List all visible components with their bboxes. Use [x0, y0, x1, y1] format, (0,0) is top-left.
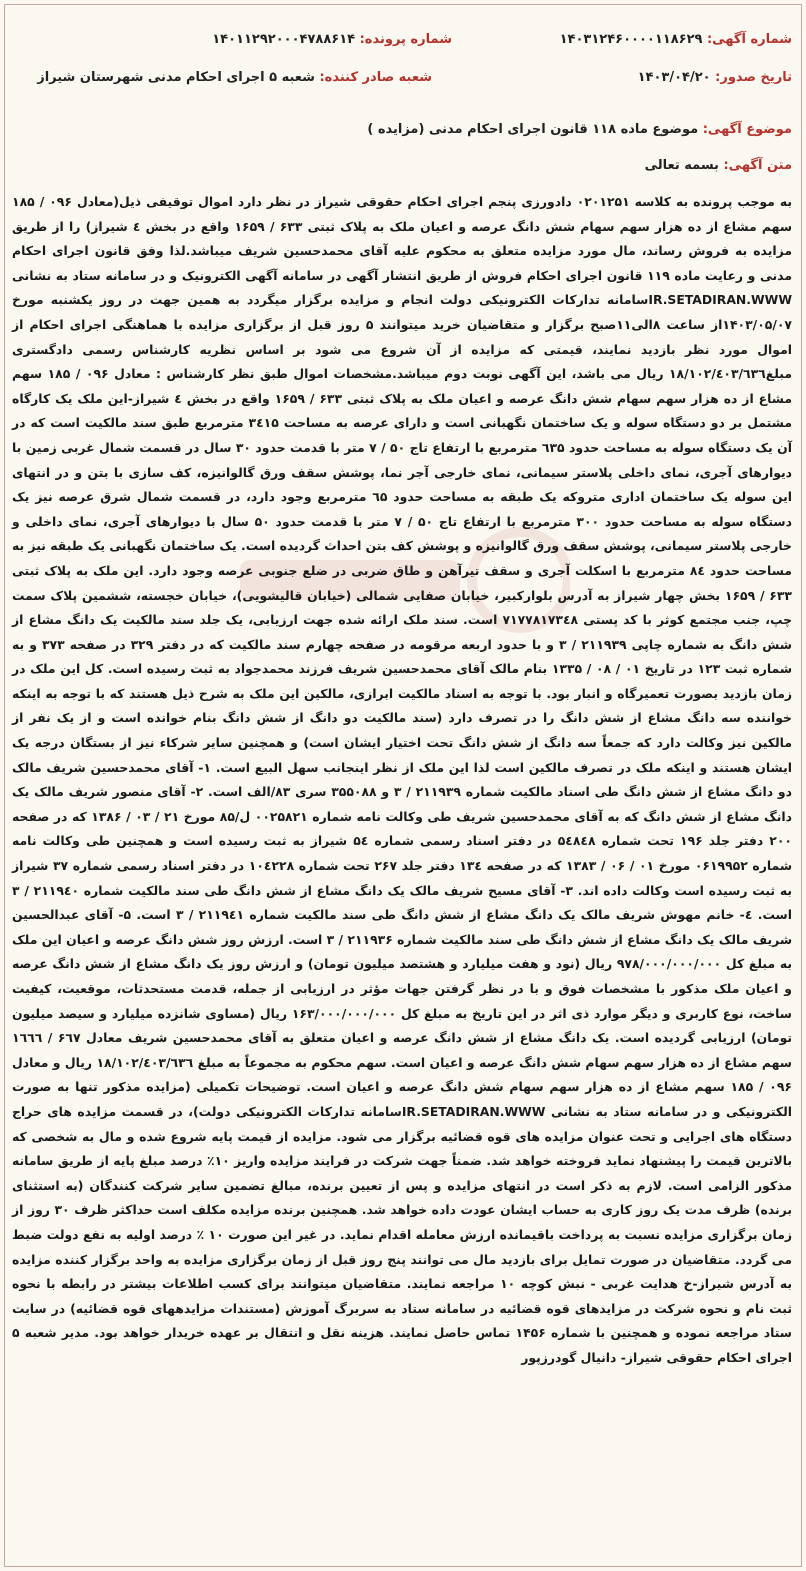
ad-number-value: ۱۴۰۳۱۲۴۶۰۰۰۰۱۱۸۶۲۹ — [559, 32, 703, 47]
header-row-1 — [14, 32, 792, 52]
issue-date-label: تاریخ صدور: — [715, 70, 792, 85]
subject-label: موضوع آگهی: — [702, 122, 792, 137]
text-intro-line — [645, 158, 792, 173]
text-intro-value: بسمه تعالی — [644, 158, 719, 173]
subject-line — [367, 122, 792, 137]
issue-date — [638, 70, 792, 85]
ad-number-label: شماره آگهی: — [706, 32, 792, 47]
case-number-label: شماره پرونده: — [359, 32, 452, 47]
issuing-branch-value: شعبه ۵ اجرای احکام مدنی شهرستان شیراز — [37, 70, 315, 85]
issue-date-value: ۱۴۰۳/۰۴/۲۰ — [637, 70, 711, 85]
ad-number — [560, 32, 792, 47]
notice-body: به موجب پرونده به کلاسه ۰۲۰۱۲۵۱ دادورزی پنجم اجرای احکام حقوقی شیراز در نظر دارد اموال توقیفی ذیل(معادل ۰۹۶ / ۱۸۵ سهم مشاع از ده هزار سهم سهام شش دانگ عرصه و اعیان ملک به پلاک ثبتی ۶۳۳ / ۱۶۵۹ واقع در بخش ٤ شیراز) را از طریق مزایده به فروش رساند، مال مورد مزایده متعلق به محکوم علیه آقای محمدحسین شریف میباشد.لذا وفق قانون اجرای احکام مدنی و رعایت ماده ۱۱۹ قانون اجرای احکام فروش از طریق انتشار آگهی در سامانه آگهی الکترونیک و در سامانه ستاد به نشانی IR.SETADIRAN.WWWسامانه تدارکات الکترونیکی دولت انجام و مزایده برگزار میگردد به همین جهت در روز یکشنبه مورخ ۱۴۰۳/۰۵/۰۷از ساعت ۸الی۱۱صبح برگزار و متقاضیان خرید میتوانند ۵ روز قبل از برگزاری مزایده با هماهنگی اجرای احکام از اموال مورد نظر بازدید نمایند، قیمتی که مزایده از آن شروع می شود بر اساس نظریه کارشناس رسمی دادگستری مبلغ۱۸/۱۰۲/٤۰۳/٦۳٦ ریال می باشد، این آگهی نوبت دوم میباشد.مشخصات اموال طبق نظر کارشناس : معادل ۰۹۶ / ۱۸۵ سهم مشاع از ده هزار سهم سهام شش دانگ عرصه و اعیان ملک به پلاک ثبتی ۶۳۳ / ۱۶۵۹ واقع در بخش ٤ شیراز-این ملک یک کارگاه مشتمل بر دو دستگاه سوله و یک ساختمان نگهبانی است و دارای عرصه به مساحت ۳٤۱۵ مترمربع طبق سند مالکیت است که در آن یک دستگاه سوله به مساحت حدود ٦۳۵ مترمربع با ارتفاع تاج ۵۰ / ۷ متر با قدمت حدود ۳۰ سال در قسمت شمال غربی زمین با دیوارهای آجری، نمای داخلی پلاستر سیمانی، نمای خارجی آجر نما، پوشش سقف ورق گالوانیزه، کف سازی با بتن و در انتهای این سوله یک ساختمان اداری متروکه یک طبقه به مساحت حدود ٦۵ مترمربع وجود دارد، در قسمت شمال شرق عرصه نیز یک دستگاه سوله به مساحت حدود ۳۰۰ مترمربع با ارتفاع تاج ۵۰ / ۷ متر با قدمت حدود ۵۰ سال با دیوارهای آجری، نمای داخلی و خارجی پلاستر سیمانی، پوشش سقف ورق گالوانیزه و پوشش کف بتن احداث گردیده است. یک ساختمان نگهبانی یک طبقه نیز به مساحت حدود ۸٤ مترمربع با اسکلت آجری و سقف تیرآهن و طاق ضربی در ضلع جنوبی عرصه وجود دارد. این ملک به پلاک ثبتی ۶۳۳ / ۱۶۵۹ بخش چهار شیراز به آدرس بلوارکبیر، خیابان صفایی شمالی (خیابان قالیشویی)، خیابان خجسته، ششمین پلاک سمت چپ، جنب مجتمع کوثر با کد پستی ۷۱۷۷۸۱۷۳٤۸ است. سند ملک ارائه شده جهت ارزیابی، یک جلد سند مالکیت یک دانگ مشاع از شش دانگ به شماره چاپی ۲۱۱۹۳۹ / ۳ و با حدود اربعه مرقومه در صفحه چهارم سند مالکیت که در دفتر ۳۲۹ در صفحه ۳۷۳ و به شماره ثبت ۱۲۳ در تاریخ ۰۱ / ۰۸ / ۱۳۳۵ بنام مالک آقای محمدحسین شریف فرزند محمدجواد به ثبت رسیده است. کل این ملک در زمان بازدید بصورت تعمیرگاه و انبار بود. با توجه به اسناد مالکیت ابرازی، مالکین این ملک به شرح ذیل هستند که با توجه به اینکه خواننده سه دانگ مشاع از شش دانگ را در تصرف دارد (سند مالکیت دو دانگ از شش دانگ بنام خوانده است و از یک نفر از مالکین نیز وکالت دارد که جمعاً سه دانگ از شش دانگ تحت اختیار ایشان است) و همچنین سایر شرکاء نیز از بستگان درجه یک ایشان هستند و اینکه ملک در تصرف مالکین است لذا این ملک از نظر اینجانب سهل البیع است. ۱- آقای محمدحسین شریف مالک دو دانگ مشاع از شش دانگ طی اسناد مالکیت شماره ۲۱۱۹۳۹ / ۳ و ۳۵۵۰۸۸ سری ۸۳/الف است. ۲- آقای منصور شریف مالک یک دانگ مشاع از شش دانگ که به آقای محمدحسین شریف طی وکالت نامه شماره ۰۰۲۵۸۲۱ ل/۸۵ مورخ ۲۱ / ۰۳ / ۱۳۸۶ که در صفحه ۲۰۰ دفتر جلد ۱۹۶ تحت شماره ۵٤۸٤۸ در دفتر اسناد رسمی شماره ۵٤ شیراز به ثبت رسیده است و همچنین طی وکالت نامه شماره ۰۶۱۹۹۵۲ مورخ ۰۱ / ۰۶ / ۱۳۸۳ که در صفحه ۱۳٤ دفتر جلد ۲۶۷ تحت شماره ۱۰٤۲۲۸ در دفتر اسناد رسمی شماره ۳۷ شیراز به ثبت رسیده است وکالت داده اند. ۳- آقای مسیح شریف مالک یک دانگ مشاع از شش دانگ طی سند مالکیت شماره ۲۱۱۹٤۰ / ۳ است. ٤- خانم مهوش شریف مالک یک دانگ مشاع از شش دانگ طی سند مالکیت شماره ۲۱۱۹٤۱ / ۳ است. ۵- آقای عبدالحسین شریف مالک یک دانگ مشاع از شش دانگ طی سند مالکیت شماره ۲۱۱۹۳۶ / ۳ است. ارزش روز شش دانگ عرصه و اعیان این ملک به مبلغ کل ۹۷۸/۰۰۰/۰۰۰/۰۰۰ ریال (نود و هفت میلیارد و هشتصد میلیون تومان) و ارزش روز یک دانگ مشاع از شش دانگ عرصه و اعیان ملک مذکور با مشخصات فوق و با در نظر گرفتن جهات مؤثر در ارزیابی از جمله، قدمت مستحدثات، موقعیت، کیفیت ساخت، نوع کاربری و دیگر موارد ذی اثر در این تاریخ به مبلغ کل ۱۶۳/۰۰۰/۰۰۰/۰۰۰ ریال (مساوی شانزده میلیارد و سیصد میلیون تومان) ارزیابی گردیده است. یک دانگ مشاع از شش دانگ عرصه و اعیان متعلق به آقای محمدحسین شریف معادل ۶٦۷ / ۱٦٦٦ سهم مشاع از ده هزار سهم سهام شش دانگ عرصه و اعیان است. سهم محکوم به مجموعاً به مبلغ ۱۸/۱۰۲/٤۰۳/٦۳٦ ریال و معادل ۰۹۶ / ۱۸۵ سهم مشاع از ده هزار سهم سهام شش دانگ عرصه و اعیان است. توضیحات تکمیلی (مزایده مذکور تنها به صورت الکترونیکی و در سامانه ستاد به نشانی IR.SETADIRAN.WWWسامانه تدارکات الکترونیکی دولت)، در قسمت مزایده های حراج دستگاه های اجرایی و تحت عنوان مزایده های قوه قضائیه برگزار می شود. مزایده از قیمت پایه شروع شده و مال به شخصی که بالاترین قیمت را پیشنهاد نماید فروخته خواهد شد. ضمناً جهت شرکت در فرایند مزایده واریز ۱۰٪ درصد مبلغ پایه از طریق سامانه مذکور الزامی است. لازم به ذکر است در انتهای مزایده و پس از تعیین برنده، مبالغ تضمین سایر شرکت کنندگان (به استثنای برنده) ظرف مدت یک روز کاری به حساب ایشان عودت داده خواهد شد. همچنین برنده مزایده مکلف است حداکثر ظرف ۳۰ روز از زمان برگزاری مزایده نسبت به پرداخت باقیمانده ارزش معامله اقدام نماید. در غیر این صورت ۱۰ ٪ درصد اولیه به نفع دولت ضبط می گردد. متقاضیان در صورت تمایل برای بازدید مال می توانند پنج روز قبل از زمان برگزاری مزایده به واحد برگزار کننده مزایده به آدرس شیراز-خ هدایت غربی - نبش کوچه ۱۰ مراجعه نمایند. متقاضیان میتوانند برای کسب اطلاعات بیشتر در رابطه با نحوه ثبت نام و نحوه شرکت در مزایدهای قوه قضائیه در سامانه ستاد به سربرگ آموزش (مستندات مزایدههای قوه قضائیه) در سایت ستاد مراجعه نموده و همچنین با شماره ۱۴۵۶ تماس حاصل نمایند. هزینه نقل و انتقال بر عهده خریدار خواهد بود. مدیر شعبه ۵ اجرای احکام حقوقی شیراز- دانیال گودرزپور — [12, 194, 793, 1365]
header-row-2 — [14, 70, 792, 90]
issuing-branch — [37, 70, 432, 85]
issuing-branch-label: شعبه صادر کننده: — [319, 70, 432, 85]
case-number — [212, 32, 452, 47]
case-number-value: ۱۴۰۱۱۲۹۲۰۰۰۴۷۸۸۶۱۴ — [212, 32, 356, 47]
subject-value: موضوع ماده ۱۱۸ قانون اجرای احکام مدنی (مزایده ) — [367, 122, 699, 137]
text-intro-label: متن آگهی: — [723, 158, 792, 173]
